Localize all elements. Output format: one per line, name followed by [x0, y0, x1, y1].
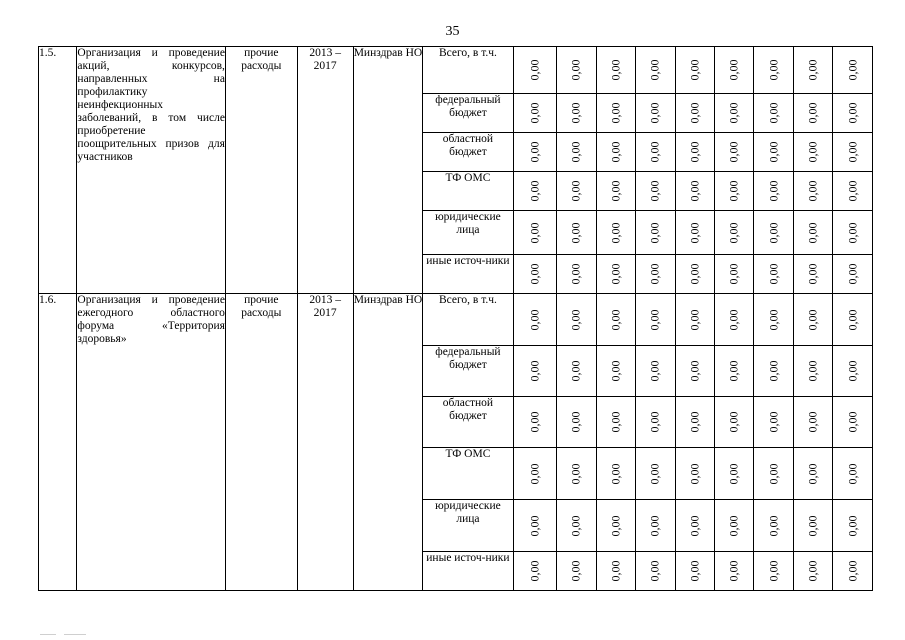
- amount-cell: [793, 552, 832, 591]
- amount-cell: [596, 448, 635, 500]
- funding-source: юридические лица: [423, 500, 513, 552]
- amount-value: 0,00: [568, 102, 583, 124]
- funding-source: областной бюджет: [423, 133, 513, 172]
- amount-cell: [754, 211, 793, 255]
- amount-value: 0,00: [845, 263, 860, 285]
- amount-cell: [675, 500, 714, 552]
- amount-cell: [513, 94, 557, 133]
- amount-value: 0,00: [766, 560, 781, 582]
- amount-value: 0,00: [805, 463, 820, 484]
- amount-cell: [715, 346, 754, 397]
- amount-cell: [833, 448, 873, 500]
- amount-cell: [715, 255, 754, 294]
- amount-value: 0,00: [805, 309, 820, 330]
- amount-cell: [596, 346, 635, 397]
- amount-cell: [557, 255, 596, 294]
- amount-cell: [513, 448, 557, 500]
- amount-value: 0,00: [527, 411, 542, 433]
- amount-cell: [793, 397, 832, 448]
- amount-cell: [636, 172, 675, 211]
- amount-value: 0,00: [687, 360, 702, 382]
- amount-value: 0,00: [608, 222, 623, 243]
- amount-value: 0,00: [647, 560, 662, 582]
- amount-cell: [596, 94, 635, 133]
- funding-source: иные источ-ники: [423, 552, 513, 591]
- funding-source: областной бюджет: [423, 397, 513, 448]
- amount-value: 0,00: [687, 180, 702, 202]
- amount-value: 0,00: [568, 222, 583, 243]
- amount-cell: [596, 552, 635, 591]
- amount-cell: [636, 294, 675, 346]
- amount-cell: [754, 133, 793, 172]
- period: 2013 – 2017: [297, 47, 353, 294]
- amount-cell: [715, 211, 754, 255]
- amount-cell: [596, 500, 635, 552]
- amount-value: 0,00: [527, 309, 542, 330]
- amount-cell: [513, 552, 557, 591]
- amount-cell: [754, 500, 793, 552]
- amount-value: 0,00: [726, 59, 741, 81]
- amount-value: 0,00: [726, 560, 741, 582]
- funding-source: федеральный бюджет: [423, 346, 513, 397]
- budget-table: [38, 46, 873, 591]
- amount-value: 0,00: [845, 180, 860, 202]
- amount-cell: [833, 552, 873, 591]
- amount-cell: [754, 255, 793, 294]
- amount-value: 0,00: [766, 360, 781, 382]
- amount-value: 0,00: [687, 515, 702, 536]
- amount-cell: [754, 397, 793, 448]
- row-number: 1.5.: [39, 47, 77, 294]
- amount-value: 0,00: [687, 141, 702, 163]
- amount-cell: [754, 94, 793, 133]
- amount-cell: [793, 94, 832, 133]
- amount-value: 0,00: [527, 180, 542, 202]
- amount-value: 0,00: [527, 463, 542, 484]
- amount-value: 0,00: [845, 141, 860, 163]
- amount-cell: [675, 397, 714, 448]
- amount-cell: [557, 500, 596, 552]
- amount-cell: [793, 172, 832, 211]
- amount-value: 0,00: [568, 141, 583, 163]
- amount-cell: [513, 500, 557, 552]
- amount-cell: [557, 172, 596, 211]
- amount-cell: [557, 294, 596, 346]
- amount-value: 0,00: [647, 102, 662, 124]
- amount-cell: [833, 346, 873, 397]
- amount-cell: [675, 294, 714, 346]
- amount-value: 0,00: [568, 463, 583, 484]
- amount-value: 0,00: [726, 102, 741, 124]
- amount-cell: [754, 448, 793, 500]
- amount-value: 0,00: [726, 141, 741, 163]
- amount-cell: [513, 211, 557, 255]
- amount-cell: [557, 346, 596, 397]
- amount-cell: [833, 397, 873, 448]
- amount-cell: [636, 47, 675, 94]
- amount-value: 0,00: [647, 59, 662, 81]
- amount-cell: [636, 552, 675, 591]
- expense-type: прочие расходы: [225, 294, 297, 591]
- amount-value: 0,00: [568, 411, 583, 433]
- row-title: Организация и проведение ежегодного областного форума «Территория здоровья»: [77, 294, 226, 591]
- amount-cell: [636, 255, 675, 294]
- amount-value: 0,00: [527, 515, 542, 536]
- amount-value: 0,00: [568, 515, 583, 536]
- amount-value: 0,00: [647, 309, 662, 330]
- amount-value: 0,00: [608, 463, 623, 484]
- amount-cell: [715, 133, 754, 172]
- amount-value: 0,00: [527, 141, 542, 163]
- amount-value: 0,00: [845, 411, 860, 433]
- amount-cell: [715, 552, 754, 591]
- amount-cell: [833, 211, 873, 255]
- period: 2013 – 2017: [297, 294, 353, 591]
- amount-cell: [675, 211, 714, 255]
- amount-cell: [675, 133, 714, 172]
- amount-value: 0,00: [805, 59, 820, 81]
- amount-value: 0,00: [608, 102, 623, 124]
- amount-cell: [557, 47, 596, 94]
- amount-value: 0,00: [687, 59, 702, 81]
- funding-source: Всего, в т.ч.: [423, 294, 513, 346]
- amount-value: 0,00: [845, 102, 860, 124]
- amount-cell: [513, 346, 557, 397]
- funding-source: иные источ-ники: [423, 255, 513, 294]
- amount-cell: [715, 172, 754, 211]
- amount-value: 0,00: [766, 141, 781, 163]
- amount-cell: [833, 500, 873, 552]
- amount-cell: [636, 211, 675, 255]
- amount-value: 0,00: [845, 463, 860, 484]
- amount-value: 0,00: [687, 560, 702, 582]
- amount-value: 0,00: [608, 59, 623, 81]
- amount-cell: [636, 500, 675, 552]
- amount-cell: [596, 294, 635, 346]
- amount-cell: [596, 397, 635, 448]
- amount-value: 0,00: [608, 360, 623, 382]
- amount-cell: [715, 47, 754, 94]
- funding-source: Всего, в т.ч.: [423, 47, 513, 94]
- amount-value: 0,00: [726, 309, 741, 330]
- amount-value: 0,00: [608, 141, 623, 163]
- amount-cell: [675, 448, 714, 500]
- amount-value: 0,00: [527, 222, 542, 243]
- amount-value: 0,00: [845, 360, 860, 382]
- amount-value: 0,00: [687, 222, 702, 243]
- amount-cell: [513, 133, 557, 172]
- amount-value: 0,00: [766, 411, 781, 433]
- amount-cell: [513, 397, 557, 448]
- amount-value: 0,00: [687, 263, 702, 285]
- row-number: 1.6.: [39, 294, 77, 591]
- amount-value: 0,00: [805, 411, 820, 433]
- amount-cell: [557, 211, 596, 255]
- amount-value: 0,00: [726, 515, 741, 536]
- table-row: [39, 47, 873, 94]
- amount-cell: [754, 346, 793, 397]
- amount-value: 0,00: [845, 515, 860, 536]
- amount-value: 0,00: [568, 263, 583, 285]
- amount-cell: [636, 397, 675, 448]
- amount-value: 0,00: [527, 360, 542, 382]
- amount-cell: [793, 133, 832, 172]
- amount-value: 0,00: [687, 309, 702, 330]
- amount-cell: [596, 255, 635, 294]
- amount-value: 0,00: [568, 309, 583, 330]
- amount-value: 0,00: [845, 222, 860, 243]
- amount-value: 0,00: [568, 360, 583, 382]
- amount-value: 0,00: [726, 180, 741, 202]
- amount-value: 0,00: [608, 180, 623, 202]
- amount-value: 0,00: [766, 263, 781, 285]
- amount-cell: [596, 172, 635, 211]
- amount-cell: [636, 133, 675, 172]
- amount-value: 0,00: [805, 560, 820, 582]
- funding-source: ТФ ОМС: [423, 172, 513, 211]
- expense-type: прочие расходы: [225, 47, 297, 294]
- amount-cell: [513, 294, 557, 346]
- amount-value: 0,00: [647, 222, 662, 243]
- amount-value: 0,00: [687, 463, 702, 484]
- amount-value: 0,00: [527, 263, 542, 285]
- amount-cell: [793, 255, 832, 294]
- amount-cell: [754, 172, 793, 211]
- amount-cell: [675, 552, 714, 591]
- amount-value: 0,00: [568, 180, 583, 202]
- amount-cell: [513, 47, 557, 94]
- executor: Минздрав НО: [353, 47, 423, 294]
- amount-value: 0,00: [845, 309, 860, 330]
- amount-cell: [833, 133, 873, 172]
- amount-cell: [557, 448, 596, 500]
- amount-cell: [715, 397, 754, 448]
- amount-cell: [833, 172, 873, 211]
- table-row: [39, 294, 873, 346]
- amount-value: 0,00: [647, 180, 662, 202]
- amount-value: 0,00: [766, 102, 781, 124]
- amount-cell: [675, 47, 714, 94]
- amount-cell: [636, 94, 675, 133]
- amount-value: 0,00: [726, 360, 741, 382]
- amount-cell: [793, 346, 832, 397]
- amount-value: 0,00: [647, 515, 662, 536]
- amount-cell: [675, 255, 714, 294]
- amount-value: 0,00: [608, 263, 623, 285]
- amount-value: 0,00: [805, 360, 820, 382]
- amount-value: 0,00: [608, 411, 623, 433]
- amount-value: 0,00: [766, 309, 781, 330]
- amount-cell: [557, 133, 596, 172]
- amount-cell: [833, 255, 873, 294]
- amount-value: 0,00: [845, 560, 860, 582]
- amount-value: 0,00: [527, 102, 542, 124]
- amount-cell: [513, 255, 557, 294]
- amount-value: 0,00: [845, 59, 860, 81]
- amount-value: 0,00: [726, 411, 741, 433]
- amount-value: 0,00: [608, 560, 623, 582]
- amount-value: 0,00: [568, 59, 583, 81]
- page-number: 35: [445, 24, 460, 39]
- scan-artifact: [40, 634, 56, 635]
- amount-cell: [833, 47, 873, 94]
- amount-value: 0,00: [805, 222, 820, 243]
- amount-cell: [793, 211, 832, 255]
- amount-value: 0,00: [527, 59, 542, 81]
- amount-value: 0,00: [805, 180, 820, 202]
- amount-cell: [596, 133, 635, 172]
- amount-cell: [793, 500, 832, 552]
- amount-cell: [557, 552, 596, 591]
- amount-value: 0,00: [527, 560, 542, 582]
- amount-cell: [557, 397, 596, 448]
- amount-value: 0,00: [805, 102, 820, 124]
- amount-value: 0,00: [608, 309, 623, 330]
- amount-cell: [715, 294, 754, 346]
- amount-cell: [596, 211, 635, 255]
- amount-cell: [793, 294, 832, 346]
- amount-value: 0,00: [647, 263, 662, 285]
- amount-value: 0,00: [805, 263, 820, 285]
- row-title: Организация и проведение акций, конкурсов, направленных на профилактику неинфекционных заболеваний, в том числе приобретение поощрительных призов для участников: [77, 47, 226, 294]
- amount-value: 0,00: [726, 222, 741, 243]
- amount-cell: [715, 448, 754, 500]
- amount-value: 0,00: [647, 360, 662, 382]
- amount-value: 0,00: [766, 463, 781, 484]
- amount-cell: [636, 448, 675, 500]
- amount-value: 0,00: [647, 141, 662, 163]
- amount-cell: [754, 47, 793, 94]
- amount-value: 0,00: [568, 560, 583, 582]
- amount-cell: [833, 294, 873, 346]
- scan-artifact: [64, 634, 86, 635]
- funding-source: федеральный бюджет: [423, 94, 513, 133]
- amount-value: 0,00: [726, 463, 741, 484]
- amount-value: 0,00: [766, 59, 781, 81]
- amount-value: 0,00: [766, 222, 781, 243]
- amount-cell: [754, 552, 793, 591]
- amount-cell: [557, 94, 596, 133]
- amount-cell: [675, 94, 714, 133]
- amount-cell: [675, 172, 714, 211]
- amount-cell: [675, 346, 714, 397]
- amount-value: 0,00: [687, 102, 702, 124]
- amount-cell: [715, 94, 754, 133]
- funding-source: ТФ ОМС: [423, 448, 513, 500]
- amount-value: 0,00: [766, 180, 781, 202]
- amount-cell: [596, 47, 635, 94]
- amount-value: 0,00: [687, 411, 702, 433]
- amount-value: 0,00: [805, 141, 820, 163]
- amount-value: 0,00: [805, 515, 820, 536]
- amount-value: 0,00: [726, 263, 741, 285]
- amount-cell: [793, 448, 832, 500]
- amount-value: 0,00: [647, 411, 662, 433]
- funding-source: юридические лица: [423, 211, 513, 255]
- amount-value: 0,00: [766, 515, 781, 536]
- executor: Минздрав НО: [353, 294, 423, 591]
- amount-cell: [793, 47, 832, 94]
- amount-cell: [636, 346, 675, 397]
- amount-cell: [833, 94, 873, 133]
- amount-cell: [715, 500, 754, 552]
- amount-value: 0,00: [608, 515, 623, 536]
- amount-cell: [513, 172, 557, 211]
- amount-cell: [754, 294, 793, 346]
- amount-value: 0,00: [647, 463, 662, 484]
